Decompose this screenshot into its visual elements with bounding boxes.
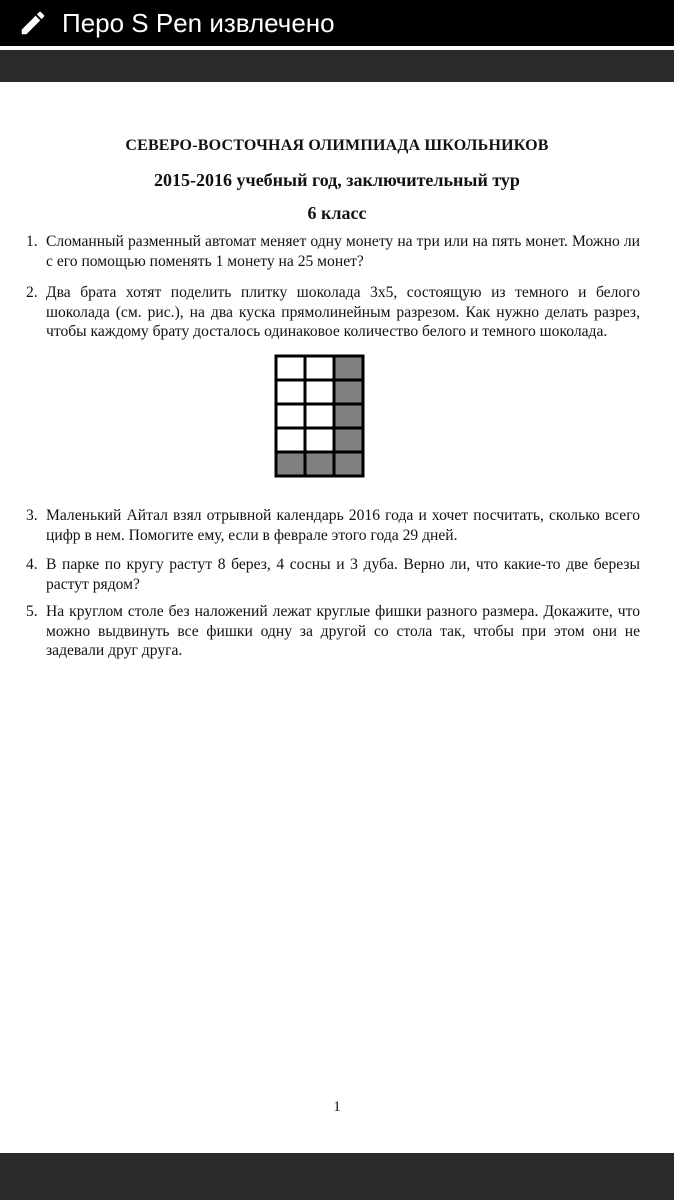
problem-number: 4.	[26, 556, 38, 573]
problem-item	[26, 283, 640, 342]
chocolate-cell-white	[276, 380, 305, 404]
problem-number: 2.	[26, 284, 38, 301]
chocolate-cell-dark	[334, 380, 363, 404]
problem-item	[26, 506, 640, 545]
grade-heading: 6 класс	[307, 203, 367, 223]
chocolate-cell-dark	[334, 404, 363, 428]
chocolate-cell-dark	[334, 428, 363, 452]
problem-text: В парке по кругу растут 8 берез, 4 сосны и 3 дуба. Верно ли, что какие-то две березы растут рядом?	[46, 556, 640, 593]
chocolate-cell-dark	[305, 452, 334, 476]
pen-icon	[18, 8, 48, 38]
chocolate-cell-dark	[334, 356, 363, 380]
chocolate-cell-dark	[276, 452, 305, 476]
problem-number: 5.	[26, 603, 38, 620]
status-message: Перо S Pen извлечено	[62, 7, 335, 38]
problem-text: Маленький Айтал взял отрывной календарь 2016 года и хочет посчитать, сколько всего цифр в нем. Помогите ему, если в феврале этого года 29 дней.	[46, 507, 640, 544]
toolbar-divider	[0, 46, 674, 50]
chocolate-cell-white	[276, 404, 305, 428]
chocolate-cell-dark	[334, 452, 363, 476]
chocolate-grid-figure	[274, 354, 366, 478]
app-toolbar	[0, 46, 674, 82]
problem-item	[26, 232, 640, 271]
problem-text: Два брата хотят поделить плитку шоколада 3х5, состоящую из темного и белого шоколада (см. рис.), на два куска прямолинейным разрезом. Как нужно делать разрез, чтобы каждому брату досталось одинаковое количество белого и темного шоколада.	[46, 284, 640, 340]
problem-number: 3.	[26, 507, 38, 524]
chocolate-cell-white	[276, 356, 305, 380]
chocolate-cell-white	[276, 428, 305, 452]
chocolate-cell-white	[305, 356, 334, 380]
problem-text: Сломанный разменный автомат меняет одну монету на три или на пять монет. Можно ли с его помощью поменять 1 монету на 25 монет?	[46, 233, 640, 270]
chocolate-cell-white	[305, 380, 334, 404]
status-bar	[0, 0, 674, 46]
document-page[interactable]	[0, 82, 674, 1153]
page-number: 1	[333, 1099, 341, 1115]
document-title: СЕВЕРО-ВОСТОЧНАЯ ОЛИМПИАДА ШКОЛЬНИКОВ	[125, 137, 549, 154]
chocolate-cell-white	[305, 428, 334, 452]
document-subtitle: 2015-2016 учебный год, заключительный тур	[154, 170, 520, 190]
problem-number: 1.	[26, 233, 38, 250]
problem-item	[26, 602, 640, 661]
problem-item	[26, 555, 640, 594]
bottom-navigation-bar	[0, 1153, 674, 1200]
problem-text: На круглом столе без наложений лежат круглые фишки разного размера. Докажите, что можно выдвинуть все фишки одну за другой со стола так, чтобы при этом они не задевали друг друга.	[46, 603, 640, 659]
chocolate-cell-white	[305, 404, 334, 428]
